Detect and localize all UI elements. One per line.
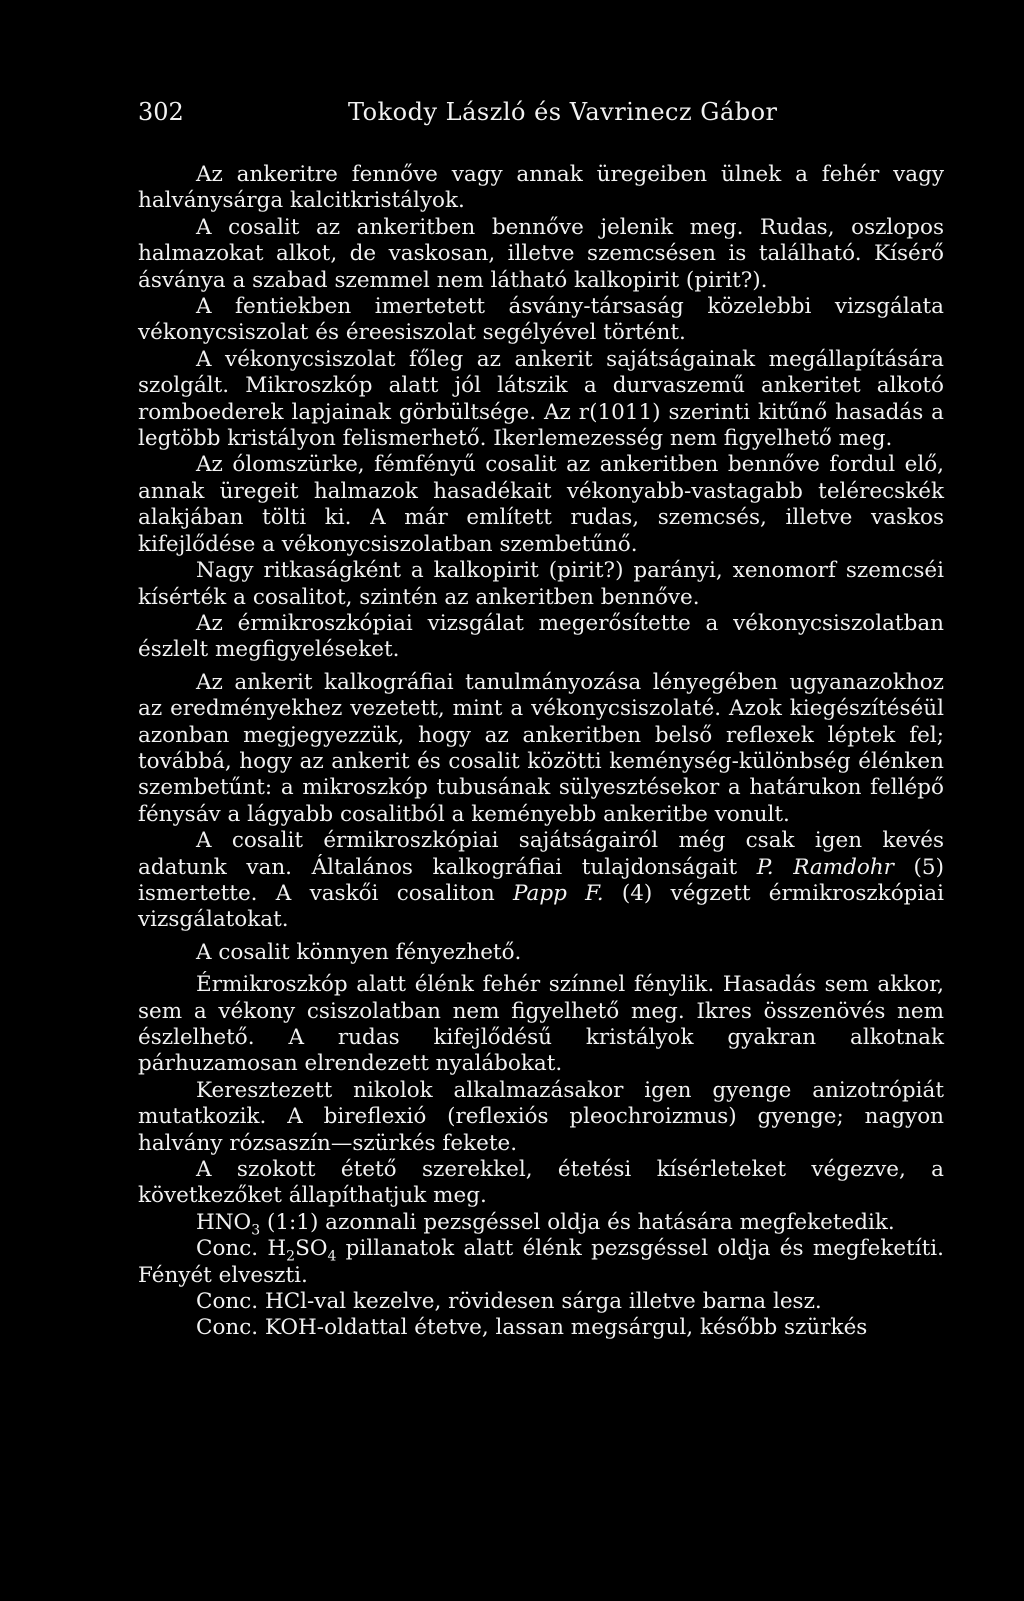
text-run: A cosalit érmikroszkópiai sajátságairól még csak igen kevés adatunk van. Általános kalkográfiai tulajdonságait xyxy=(138,828,944,880)
paragraph: Az ankeritre fennőve vagy annak üregeiben ülnek a fehér vagy halványsárga kalcitkristályok. xyxy=(138,162,944,214)
formula-paragraph xyxy=(138,1236,944,1289)
formula-paragraph xyxy=(138,1209,944,1239)
author-name: Papp F. xyxy=(513,880,604,906)
running-head: Tokody László és Vavrinecz Gábor xyxy=(348,98,778,126)
formula-text: SO xyxy=(295,1236,328,1262)
body-text xyxy=(138,162,944,1342)
paragraph: A cosalit az ankeritben bennőve jelenik meg. Rudas, oszlopos halmazokat alkot, de vaskosan, illetve szemcsésen is található. Kísérő ásványa a szabad szemmel nem látható kalkopirit (pirit?). xyxy=(138,214,944,293)
page-number: 302 xyxy=(138,98,184,126)
paragraph-with-citations xyxy=(138,828,944,934)
text-run: (5) ismertette. A vaskői cosaliton xyxy=(138,854,944,906)
author-name: P. Ramdohr xyxy=(756,854,894,880)
paragraph: Conc. HCl-val kezelve, rövidesen sárga illetve barna lesz. xyxy=(196,1289,822,1315)
formula-subscript: 3 xyxy=(251,1222,261,1239)
paragraph: A szokott étető szerekkel, étetési kísérleteket végezve, a következőket állapíthatjuk meg. xyxy=(138,1157,944,1209)
formula-text: Conc. H xyxy=(196,1236,287,1262)
paragraph: A fentiekben imertetett ásvány-társaság közelebbi vizsgálata vékonycsiszolat és éreesiszolat segélyével történt. xyxy=(138,294,944,346)
paragraph: Conc. KOH-oldattal étetve, lassan megsárgul, később szürkés xyxy=(196,1315,868,1341)
text-run: (4) végzett érmikroszkópiai vizsgálatokat. xyxy=(138,880,944,933)
paragraph: Az ankerit kalkográfiai tanulmányozása lényegében ugyanazokhoz az eredményekhez vezetett, mint a vékonycsiszolaté. Azok kiegészítéséül azonban megjegyezzük, hogy az ankeritben belső reflexek léptek fel; továbbá, hogy az ankerit és cosalit közötti keménység-különbség élénken szembetűnt: a mikroszkóp tubusának sülyesztésekor a határukon fellépő fénysáv a lágyabb cosalitból a keményebb ankeritbe vonult. xyxy=(138,669,944,827)
formula-text: HNO xyxy=(196,1209,252,1235)
paragraph: Az érmikroszkópiai vizsgálat megerősítette a vékonycsiszolatban észlelt megfigyeléseket. xyxy=(138,610,944,663)
formula-subscript: 2 xyxy=(286,1248,296,1265)
paragraph: Keresztezett nikolok alkalmazásakor igen gyenge anizotrópiát mutatkozik. A bireflexió (reflexiós pleochroizmus) gyenge; nagyon halvány rózsaszín—szürkés fekete. xyxy=(138,1077,944,1156)
paragraph: A vékonycsiszolat főleg az ankerit sajátságainak megállapítására szolgált. Mikroszkóp alatt jól látszik a durvaszemű ankeritet alkotó romboederek lapjainak görbültsége. Az r(1011) szerinti kitűnő hasadás a legtöbb kristályon felismerhető. Ikerlemezesség nem figyelhető meg. xyxy=(138,346,944,452)
formula-subscript: 4 xyxy=(327,1248,337,1265)
paragraph: A cosalit könnyen fényezhető. xyxy=(196,939,522,965)
page-header xyxy=(138,98,942,138)
paragraph: Nagy ritkaságként a kalkopirit (pirit?) parányi, xenomorf szemcséi kísérték a cosalitot, szintén az ankeritben bennőve. xyxy=(138,558,944,610)
paragraph: Érmikroszkóp alatt élénk fehér színnel fénylik. Hasadás sem akkor, sem a vékony csiszolatban nem figyelhető meg. Ikres összenövés nem észlelhető. A rudas kifejlődésű kristályok gyakran alkotnak párhuzamosan elrendezett nyalábokat. xyxy=(138,972,944,1077)
text-run: pillanatok alatt élénk pezsgéssel oldja és megfeketíti. Fényét elveszti. xyxy=(138,1236,944,1288)
paragraph: Az ólomszürke, fémfényű cosalit az ankeritben bennőve fordul elő, annak üregeit halmazok hasadékait vékonyabb-vastagabb telérecskék alakjában tölti ki. A már említett rudas, szemcsés, illetve vaskos kifejlődése a vékonycsiszolatban szembetűnő. xyxy=(138,452,944,557)
text-run: (1:1) azonnali pezsgéssel oldja és hatására megfeketedik. xyxy=(260,1209,895,1235)
